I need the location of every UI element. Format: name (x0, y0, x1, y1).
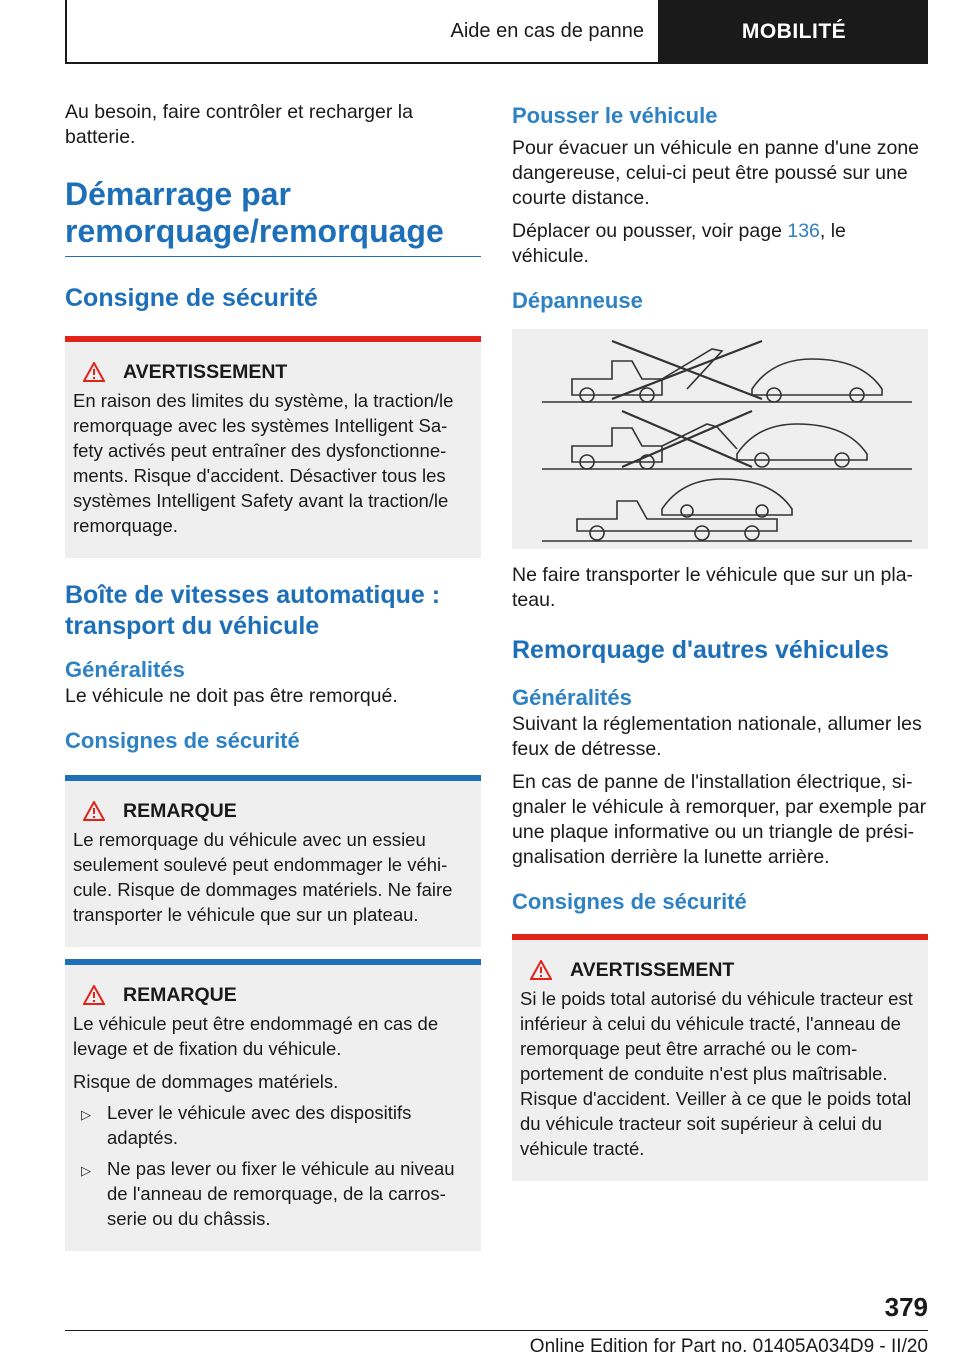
chapter-title: MOBILITÉ (660, 0, 928, 64)
warning-label: AVERTISSEMENT (123, 360, 288, 383)
bullet-triangle-icon: ▷ (81, 1107, 91, 1122)
push-heading: Pousser le véhicule (512, 103, 718, 128)
general-text-2: En cas de panne de l'installation électrique, si-gnaler le véhicule à remorquer, par exemple par une plaque informative ou un triangle de prési-gnalisation derrière la lunette arrière. (512, 771, 927, 868)
page-number: 379 (884, 1292, 928, 1322)
warning-box (512, 934, 928, 1181)
general-text-1: Suivant la réglementation nationale, allumer les feux de détresse. (512, 713, 922, 760)
warning-title (520, 958, 920, 982)
note-box (65, 775, 481, 947)
bullet-triangle-icon: ▷ (81, 1163, 91, 1178)
warning-triangle-icon (83, 799, 123, 823)
other-vehicles-heading: Remorquage d'autres véhicules (512, 636, 889, 664)
right-column (512, 100, 928, 1181)
push-reference: Déplacer ou pousser, voir page 136, le véhicule. (512, 220, 846, 267)
note-box-2 (65, 959, 481, 1251)
warning-triangle-icon (530, 958, 570, 982)
list-item: ▷ Ne pas lever ou fixer le véhicule au niveau de l'anneau de remorquage, de la carros-serie ou du châssis. (81, 1158, 455, 1229)
warning-triangle-icon (83, 983, 123, 1007)
safety-heading: Consigne de sécurité (65, 284, 318, 312)
warning-title (73, 360, 473, 384)
note-text: Le remorquage du véhicule avec un essieu seulement soulevé peut endommager le véhi-cule. Risque de dommages matériels. Ne faire transporter le véhicule que sur un plateau. (73, 829, 453, 925)
warning-text: En raison des limites du système, la traction/le remorquage avec les systèmes Intelligent Sa-fety activés peut entraîner des dysfonctionne-ments. Risque d'accident. Désactiver tous les systèmes Intelligent Safety avant la traction/le remorquage. (73, 390, 454, 536)
note-title (73, 983, 473, 1007)
note-label: REMARQUE (123, 799, 237, 822)
general-heading: Généralités (512, 685, 632, 710)
safety-notes-heading: Consignes de sécurité (512, 889, 747, 914)
general-heading: Généralités (65, 657, 185, 682)
tow-truck-heading: Dépanneuse (512, 288, 643, 313)
push-text: Pour évacuer un véhicule en panne d'une zone dangereuse, celui-ci peut être poussé sur une courte distance. (512, 137, 920, 209)
page-link[interactable]: 136 (787, 220, 820, 242)
warning-box (65, 336, 481, 558)
warning-triangle-icon (83, 360, 123, 384)
towing-illustration (512, 329, 928, 549)
footer-divider (65, 1330, 928, 1331)
general-text: Le véhicule ne doit pas être remorqué. (65, 685, 398, 707)
note-text-2: Risque de dommages matériels. (73, 1071, 339, 1092)
list-item: ▷ Lever le véhicule avec des dispositifs adaptés. (81, 1102, 412, 1148)
main-heading: Démarrage par remorquage/remorquage (65, 176, 481, 257)
gearbox-heading: Boîte de vitesses automatique : transport du véhicule (65, 581, 441, 640)
tow-text: Ne faire transporter le véhicule que sur un pla-teau. (512, 564, 914, 611)
warning-label: AVERTISSEMENT (570, 958, 735, 981)
section-title: Aide en cas de panne (65, 0, 660, 64)
left-column (65, 100, 481, 1251)
safety-notes-heading: Consignes de sécurité (65, 728, 300, 753)
note-text-1: Le véhicule peut être endommagé en cas de levage et de fixation du véhicule. (73, 1013, 439, 1059)
edition-text: Online Edition for Part no. 01405A034D9 - II/20 (529, 1336, 928, 1357)
tow-truck-diagram (512, 329, 928, 549)
page-header (65, 0, 928, 64)
warning-text: Si le poids total autorisé du véhicule tracteur est inférieur à celui du véhicule tracté, l'anneau de remorquage peut être arraché ou le com-portement de conduite n'est plus maîtrisable. Risque d'accident. Veiller à ce que le poids total du véhicule tracteur soit supérieur à celui du véhicule tracté. (520, 988, 913, 1159)
note-label: REMARQUE (123, 983, 237, 1006)
intro-text: Au besoin, faire contrôler et recharger la batterie. (65, 101, 413, 148)
note-title (73, 799, 473, 823)
